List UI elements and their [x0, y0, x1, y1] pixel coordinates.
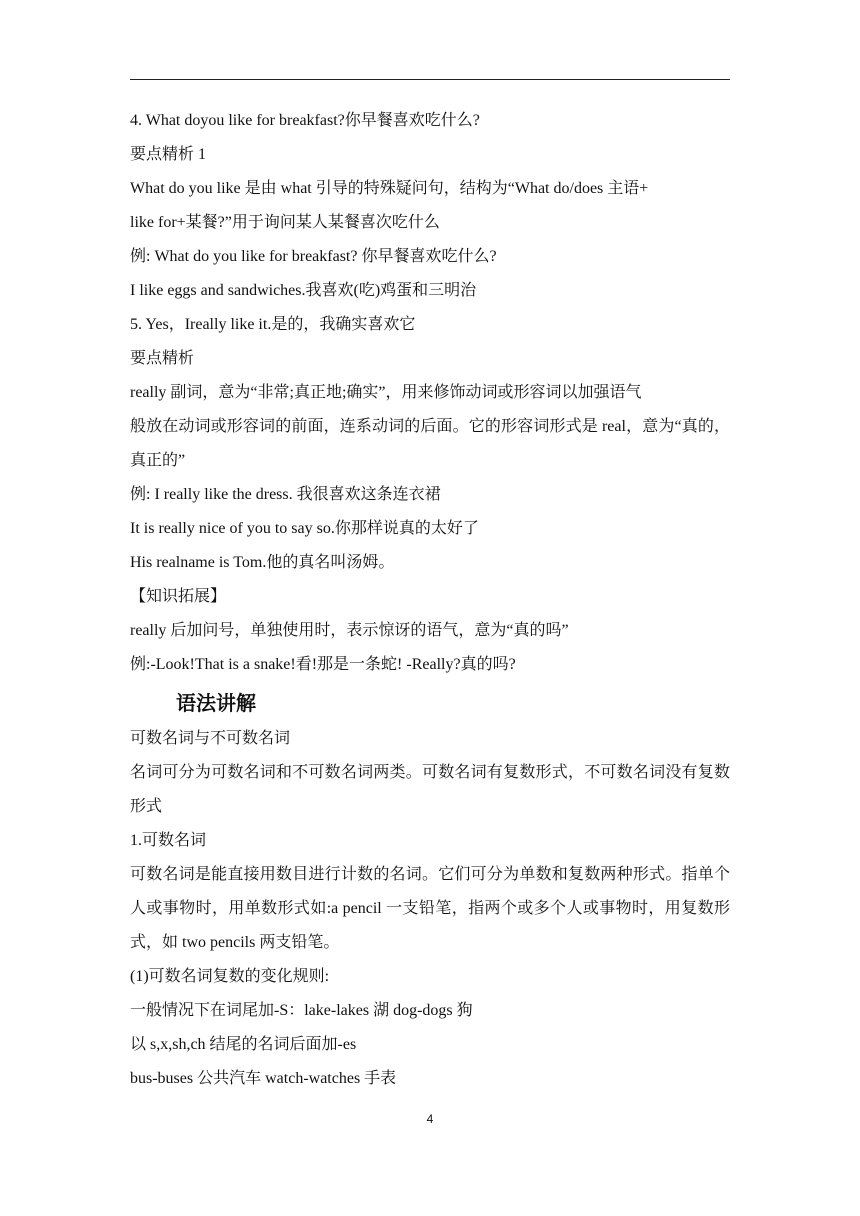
page-number: 4: [426, 1112, 434, 1126]
text-line: 以 s,x,sh,ch 结尾的名词后面加-es: [130, 1036, 357, 1053]
text-line: 可数名词与不可数名词: [130, 730, 291, 747]
text-line: really 副词，意为“非常;真正地;确实”，用来修饰动词或形容词以加强语气: [130, 384, 642, 401]
text-line: What do you like 是由 what 引导的特殊疑问句，结构为“What do/does 主语+: [130, 180, 649, 197]
text-paragraph: 名词可分为可数名词和不可数名词两类。可数名词有复数形式，不可数名词没有复数形式: [130, 764, 730, 815]
header-rule: [130, 79, 730, 80]
section-heading: 语法讲解: [176, 691, 256, 715]
text-line: 例: What do you like for breakfast? 你早餐喜欢吃什么?: [130, 248, 497, 265]
text-line: I like eggs and sandwiches.我喜欢(吃)鸡蛋和三明治: [130, 282, 477, 299]
text-line: 1.可数名词: [130, 832, 207, 849]
text-line: 例:-Look!That is a snake!看!那是一条蛇! -Really?真的吗?: [130, 656, 516, 673]
text-line: 例: I really like the dress. 我很喜欢这条连衣裙: [130, 486, 441, 503]
text-line: like for+某餐?”用于询问某人某餐喜次吃什么: [130, 214, 440, 231]
text-paragraph: 般放在动词或形容词的前面，连系动词的后面。它的形容词形式是 real，意为“真的，真正的”: [130, 418, 730, 469]
text-line: bus-buses 公共汽车 watch-watches 手表: [130, 1070, 397, 1087]
text-line: 5. Yes，Ireally like it.是的，我确实喜欢它: [130, 316, 416, 333]
text-line: 4. What doyou like for breakfast?你早餐喜欢吃什么?: [130, 112, 480, 129]
text-line: (1)可数名词复数的变化规则:: [130, 968, 330, 985]
text-line: 一般情况下在词尾加-S：lake-lakes 湖 dog-dogs 狗: [130, 1002, 473, 1019]
text-line: It is really nice of you to say so.你那样说真的太好了: [130, 520, 479, 537]
text-line: 要点精析 1: [130, 146, 207, 163]
text-line: really 后加问号，单独使用时，表示惊讶的语气，意为“真的吗”: [130, 622, 569, 639]
text-line: 【知识拓展】: [130, 588, 227, 605]
text-paragraph: 可数名词是能直接用数目进行计数的名词。它们可分为单数和复数两种形式。指单个人或事物时，用单数形式如:a pencil 一支铅笔，指两个或多个人或事物时，用复数形式，如 two pencils 两支铅笔。: [130, 866, 730, 951]
document-body: [130, 104, 730, 1096]
text-line: 要点精析: [130, 350, 195, 367]
text-line: His realname is Tom.他的真名叫汤姆。: [130, 554, 395, 571]
